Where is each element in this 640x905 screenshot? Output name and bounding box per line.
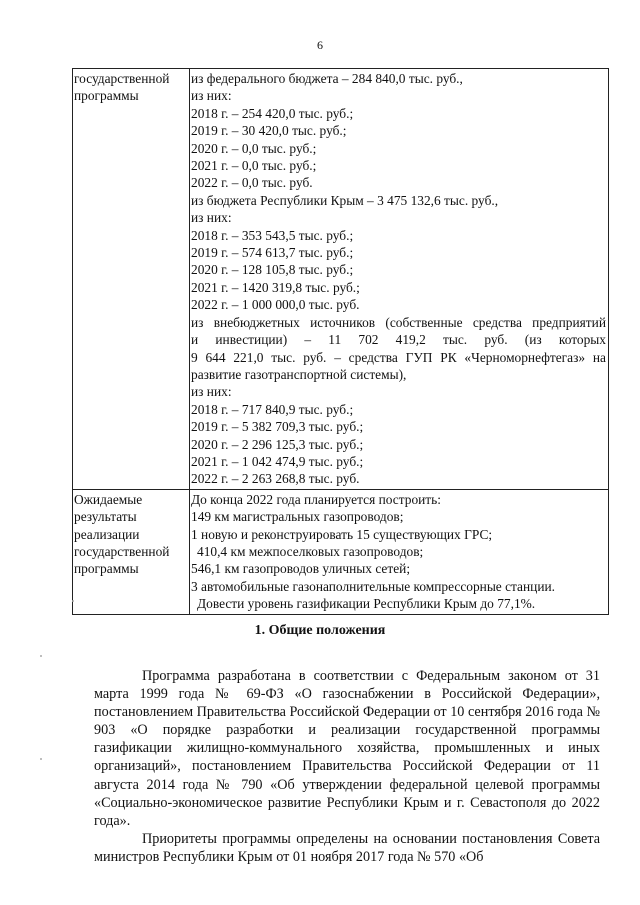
- content-line: развитие газотранспортной системы),: [191, 366, 407, 382]
- content-line: 2022 г. – 2 263 268,8 тыс. руб.: [191, 471, 360, 487]
- label-line: государственной: [74, 71, 170, 86]
- content-line: из федерального бюджета – 284 840,0 тыс. руб.,: [191, 71, 463, 86]
- row-label-financing: [73, 69, 190, 490]
- label-line: результаты: [74, 509, 137, 525]
- scan-speck: [72, 600, 74, 602]
- row-content-expected-results: [190, 489, 609, 614]
- row-content-financing: [190, 69, 609, 490]
- content-line: До конца 2022 года планируется построить:: [191, 491, 441, 507]
- content-line: 2020 г. – 0,0 тыс. руб.;: [191, 140, 317, 156]
- content-line: 2018 г. – 254 420,0 тыс. руб.;: [191, 105, 354, 121]
- content-line: из внебюджетных источников (собственные средства предприятий: [191, 314, 606, 330]
- body-paragraph: Программа разработана в соответствии с Федеральным законом от 31 марта 1999 года № 69-ФЗ «О газоснабжении в Российской Федерации», постановлением Правительства Российской Федерации от 10 сентября 2016 года № 903 «О порядке разработки и реализации государственной программы газификации жилищно-коммунального хозяйства, промышленных и иных организаций», постановлением Правительства Российской Федерации от 11 августа 2014 года № 790 «Об утверждении федеральной целевой программы «Социально-экономическое развитие Республики Крым и г. Севастополя до 2022 года».: [94, 668, 600, 829]
- label-line: Ожидаемые: [74, 491, 143, 507]
- program-passport-table: [72, 68, 609, 615]
- content-line: из них:: [191, 88, 232, 104]
- content-line: 149 км магистральных газопроводов;: [191, 509, 404, 525]
- content-line: 2020 г. – 128 105,8 тыс. руб.;: [191, 262, 354, 278]
- content-line: из бюджета Республики Крым – 3 475 132,6 тыс. руб.,: [191, 192, 499, 208]
- content-line: 410,4 км межпоселковых газопроводов;: [197, 543, 424, 559]
- page-number: 6: [317, 38, 323, 52]
- content-line: 546,1 км газопроводов уличных сетей;: [191, 561, 411, 577]
- table-row-financing: [73, 69, 609, 490]
- content-line: из них:: [191, 210, 232, 226]
- section-body: [94, 667, 600, 866]
- content-line: 2019 г. – 5 382 709,3 тыс. руб.;: [191, 419, 364, 435]
- content-line: 2022 г. – 0,0 тыс. руб.: [191, 175, 313, 191]
- content-line: и инвестиции) – 11 702 419,2 тыс. руб. (из которых: [191, 332, 606, 348]
- content-line: 2019 г. – 30 420,0 тыс. руб.;: [191, 123, 347, 139]
- label-line: программы: [74, 561, 139, 577]
- content-line: 2022 г. – 1 000 000,0 тыс. руб.: [191, 297, 360, 313]
- content-line: 1 новую и реконструировать 15 существующих ГРС;: [191, 526, 493, 542]
- content-line: 2018 г. – 717 840,9 тыс. руб.;: [191, 401, 354, 417]
- table-row-expected-results: [73, 489, 609, 614]
- body-paragraph: Приоритеты программы определены на основании постановления Совета министров Республики Крым от 01 ноября 2017 года № 570 «Об: [94, 830, 600, 865]
- content-line: 2021 г. – 0,0 тыс. руб.;: [191, 158, 317, 174]
- label-line: реализации: [74, 526, 140, 542]
- content-line: 9 644 221,0 тыс. руб. – средства ГУП РК «Черноморнефтегаз» на: [191, 349, 606, 365]
- label-line: государственной: [74, 543, 170, 559]
- label-line: программы: [74, 88, 139, 104]
- section-heading: 1. Общие положения: [254, 623, 386, 638]
- content-line: из них:: [191, 384, 232, 400]
- content-line: Довести уровень газификации Республики Крым до 77,1%.: [197, 596, 536, 612]
- content-line: 2021 г. – 1 042 474,9 тыс. руб.;: [191, 453, 364, 469]
- content-line: 2019 г. – 574 613,7 тыс. руб.;: [191, 245, 354, 261]
- row-label-expected-results: [73, 489, 190, 614]
- content-line: 2020 г. – 2 296 125,3 тыс. руб.;: [191, 436, 364, 452]
- scan-speck: [40, 655, 42, 657]
- content-line: 3 автомобильные газонаполнительные компрессорные станции.: [191, 578, 556, 594]
- scan-speck: [40, 758, 42, 760]
- content-line: 2018 г. – 353 543,5 тыс. руб.;: [191, 227, 354, 243]
- content-line: 2021 г. – 1420 319,8 тыс. руб.;: [191, 279, 360, 295]
